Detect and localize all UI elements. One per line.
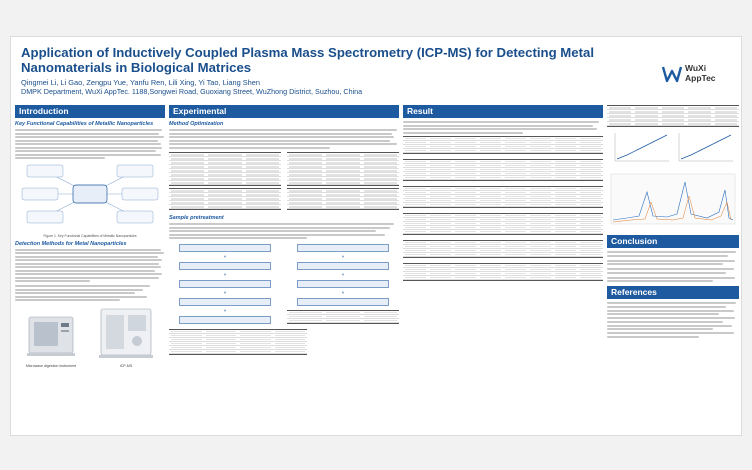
functional-capabilities-diagram [15,161,165,227]
pretreatment-paragraph [169,223,399,239]
pretreatment-flowcharts [169,241,399,327]
experimental-column [169,105,399,435]
calibration-line-1 [617,135,667,159]
intro-subheading-capabilities: Key Functional Capabilities of Metallic Nanoparticles [15,121,154,127]
logo-text-line1: WuXi [685,63,707,73]
references-list [607,302,739,338]
wuxi-apptec-logo [661,61,731,87]
table-11 [403,240,603,258]
flowchart-method-2: ▼ ▼ ▼ [287,241,399,327]
author-list: Qingmei Li, Li Gao, Zengpu Yue, Yanfu Ren, Lili Xing, Yi Tao, Liang Shen [21,78,260,87]
references-heading: References [607,286,739,299]
microwave-digestion-instrument-image [27,317,75,356]
optimization-tables [169,150,399,212]
experimental-subheading-pretreatment: Sample pretreatment [169,215,224,221]
introduction-heading: Introduction [15,105,165,118]
conclusion-list [607,251,739,282]
icp-ms-instrument-image [99,309,153,358]
icp-ms-label: ICP-MS [119,363,133,368]
table-5 [287,310,399,324]
intro-paragraph-1 [15,129,165,159]
linearity-figure [607,129,739,167]
table-9 [403,186,603,208]
icp-ms-spectrum-figure [607,172,739,228]
microwave-digestion-label: Microwave digestion instrument [25,363,77,368]
table-2 [169,188,281,210]
table-8 [403,159,603,181]
table-3 [287,152,399,186]
experimental-heading: Experimental [169,105,399,118]
result-paragraph [403,121,603,134]
table-13 [607,105,739,127]
table-1 [169,152,281,186]
table-6 [169,329,307,355]
wuxi-logo-icon [661,63,683,85]
experimental-subheading-optimization: Method Optimization [169,121,224,127]
figure-1-caption: Figure 1. Key Functional Capabilities of Metallic Nanoparticles [43,233,137,238]
result-heading: Result [403,105,603,118]
conclusion-heading: Conclusion [607,235,739,248]
introduction-column [15,105,165,435]
intro-paragraph-2 [15,249,165,302]
right-column [607,105,739,435]
optimization-paragraph [169,129,399,149]
table-4 [287,188,399,210]
poster [10,36,742,436]
result-column [403,105,603,435]
calibration-line-2 [681,135,731,159]
logo-text-line2: AppTec [685,73,716,83]
poster-header [11,37,742,103]
instrument-photos [15,303,165,377]
table-10 [403,213,603,235]
table-12 [403,263,603,281]
table-7 [403,136,603,154]
flowchart-method-1: ▼ ▼ ▼ ▼ [169,241,281,327]
poster-title: Application of Inductively Coupled Plasma Mass Spectrometry (ICP-MS) for Detecting Metal Nanomaterials in Biological Matrices [21,45,595,75]
intro-subheading-detection: Detection Methods for Metal Nanoparticles [15,240,127,247]
affiliation: DMPK Department, WuXi AppTec. 1188,Songwei Road, Guoxiang Street, WuZhong District, Suzhou, China [21,87,363,96]
